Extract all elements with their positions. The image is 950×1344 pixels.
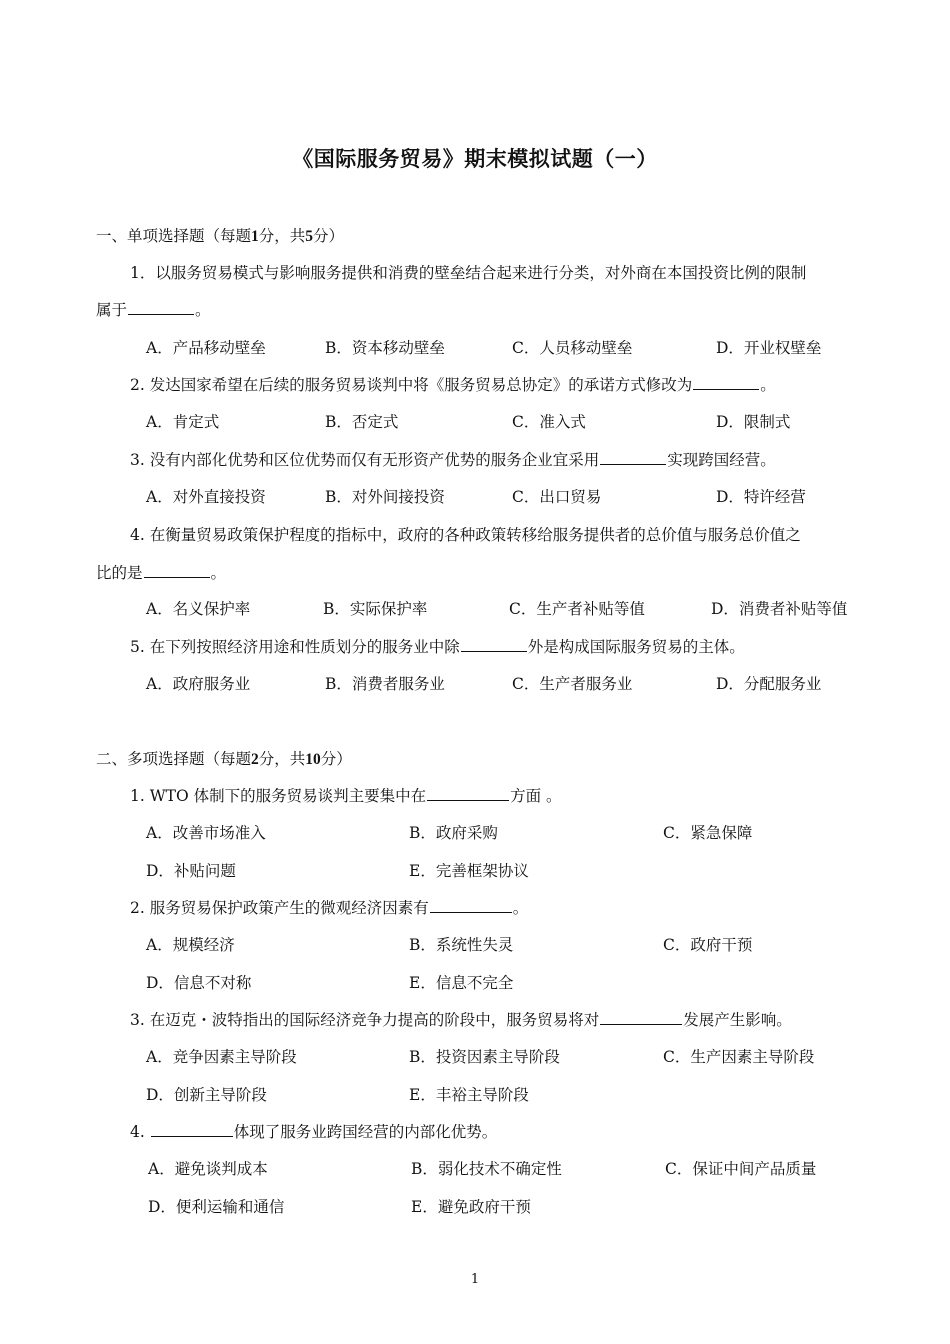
s1-q3-pre: 3. 没有内部化优势和区位优势而仅有无形资产优势的服务企业宜采用 bbox=[130, 451, 600, 469]
s2-q1-stem bbox=[130, 786, 562, 806]
s2-q4-option-b[interactable]: B．弱化技术不确定性 bbox=[411, 1160, 562, 1178]
s2-q1-option-b[interactable]: B．政府采购 bbox=[409, 824, 498, 842]
answer-blank[interactable] bbox=[144, 563, 210, 578]
s1-q4-option-a[interactable]: A．名义保护率 bbox=[146, 600, 251, 618]
s2-q4-option-c[interactable]: C．保证中间产品质量 bbox=[665, 1160, 817, 1178]
answer-blank[interactable] bbox=[128, 300, 194, 315]
s2-q1-option-c[interactable]: C．紧急保障 bbox=[663, 824, 753, 842]
s1-q5-stem bbox=[130, 637, 745, 657]
s1-q1-post: 。 bbox=[195, 301, 211, 319]
s1-q3-option-c[interactable]: C．出口贸易 bbox=[512, 488, 602, 506]
s2-q4-pre: 4. bbox=[130, 1123, 150, 1141]
s2-q2-stem bbox=[130, 898, 528, 918]
s1-q4-pre: 比的是 bbox=[96, 564, 143, 582]
answer-blank[interactable] bbox=[600, 450, 666, 465]
s1-q1-option-a[interactable]: A．产品移动壁垒 bbox=[146, 339, 266, 357]
answer-blank[interactable] bbox=[427, 786, 509, 801]
section1-heading-mid: 分，共 bbox=[258, 227, 306, 245]
answer-blank[interactable] bbox=[430, 898, 512, 913]
section1-heading-tail: 分） bbox=[313, 227, 345, 245]
s1-q3-post: 实现跨国经营。 bbox=[667, 451, 776, 469]
s1-q5-option-a[interactable]: A．政府服务业 bbox=[146, 675, 251, 693]
s1-q2-option-d[interactable]: D．限制式 bbox=[716, 413, 791, 431]
s2-q3-option-e[interactable]: E．丰裕主导阶段 bbox=[409, 1086, 529, 1104]
s2-q4-post: 体现了服务业跨国经营的内部化优势。 bbox=[233, 1123, 498, 1141]
s2-q4-stem bbox=[130, 1122, 497, 1142]
s1-q4-option-b[interactable]: B．实际保护率 bbox=[323, 600, 428, 618]
s2-q2-option-b[interactable]: B．系统性失灵 bbox=[409, 936, 514, 954]
s1-q3-option-d[interactable]: D．特许经营 bbox=[716, 488, 806, 506]
answer-blank[interactable] bbox=[461, 637, 527, 652]
s2-q3-pre: 3. 在迈克・波特指出的国际经济竞争力提高的阶段中，服务贸易将对 bbox=[130, 1011, 600, 1029]
s1-q5-option-d[interactable]: D．分配服务业 bbox=[716, 675, 822, 693]
s2-q4-option-d[interactable]: D．便利运输和通信 bbox=[148, 1198, 285, 1216]
s2-q1-post: 方面 。 bbox=[510, 787, 562, 805]
s2-q1-option-e[interactable]: E．完善框架协议 bbox=[409, 862, 529, 880]
s1-q4-option-c[interactable]: C．生产者补贴等值 bbox=[509, 600, 645, 618]
section2-points-total: 10 bbox=[305, 751, 321, 768]
s1-q5-option-b[interactable]: B．消费者服务业 bbox=[325, 675, 445, 693]
s1-q3-option-b[interactable]: B．对外间接投资 bbox=[325, 488, 445, 506]
section2-heading bbox=[96, 749, 352, 770]
section1-points-total: 5 bbox=[305, 228, 314, 245]
section1-heading bbox=[96, 226, 344, 247]
answer-blank[interactable] bbox=[693, 375, 759, 390]
s1-q2-option-c[interactable]: C．准入式 bbox=[512, 413, 586, 431]
s1-q5-post: 外是构成国际服务贸易的主体。 bbox=[527, 638, 745, 656]
s1-q4-line2 bbox=[96, 563, 226, 583]
s1-q1-line1: 1．以服务贸易模式与影响服务提供和消费的壁垒结合起来进行分类，对外商在本国投资比例的限制 bbox=[130, 264, 807, 282]
s1-q2-pre: 2. 发达国家希望在后续的服务贸易谈判中将《服务贸易总协定》的承诺方式修改为 bbox=[130, 376, 693, 394]
s1-q2-post: 。 bbox=[760, 376, 776, 394]
s1-q1-option-c[interactable]: C．人员移动壁垒 bbox=[512, 339, 633, 357]
s2-q3-option-c[interactable]: C．生产因素主导阶段 bbox=[663, 1048, 815, 1066]
s1-q3-stem bbox=[130, 450, 776, 470]
s2-q3-option-d[interactable]: D．创新主导阶段 bbox=[146, 1086, 267, 1104]
s2-q3-post: 发展产生影响。 bbox=[683, 1011, 792, 1029]
s1-q1-line2 bbox=[96, 300, 211, 320]
page-title: 《国际服务贸易》期末模拟试题（一） bbox=[292, 147, 658, 171]
s1-q3-option-a[interactable]: A．对外直接投资 bbox=[146, 488, 266, 506]
s2-q2-option-d[interactable]: D．信息不对称 bbox=[146, 974, 252, 992]
s2-q2-pre: 2. 服务贸易保护政策产生的微观经济因素有 bbox=[130, 899, 429, 917]
section2-heading-mid: 分，共 bbox=[258, 750, 306, 768]
s1-q2-stem bbox=[130, 375, 776, 395]
s2-q3-stem bbox=[130, 1010, 792, 1030]
page-number: 1 bbox=[470, 1272, 480, 1287]
s1-q4-option-d[interactable]: D．消费者补贴等值 bbox=[711, 600, 848, 618]
answer-blank[interactable] bbox=[151, 1122, 233, 1137]
s2-q4-option-a[interactable]: A．避免谈判成本 bbox=[148, 1160, 268, 1178]
s2-q1-option-a[interactable]: A．改善市场准入 bbox=[146, 824, 266, 842]
s2-q2-post: 。 bbox=[512, 899, 529, 917]
s1-q2-option-a[interactable]: A．肯定式 bbox=[146, 413, 220, 431]
answer-blank[interactable] bbox=[600, 1010, 682, 1025]
s2-q3-option-b[interactable]: B．投资因素主导阶段 bbox=[409, 1048, 560, 1066]
s1-q1-pre: 属于 bbox=[96, 301, 128, 319]
s1-q4-post: 。 bbox=[210, 564, 227, 582]
s1-q1-option-b[interactable]: B．资本移动壁垒 bbox=[325, 339, 445, 357]
s2-q1-option-d[interactable]: D．补贴问题 bbox=[146, 862, 236, 880]
s2-q2-option-c[interactable]: C．政府干预 bbox=[663, 936, 753, 954]
s2-q3-option-a[interactable]: A．竞争因素主导阶段 bbox=[146, 1048, 297, 1066]
s1-q4-line1: 4. 在衡量贸易政策保护程度的指标中，政府的各种政策转移给服务提供者的总价值与服务总价值之 bbox=[130, 526, 801, 544]
s1-q5-option-c[interactable]: C．生产者服务业 bbox=[512, 675, 633, 693]
section2-heading-text: 二、多项选择题（每题 bbox=[96, 750, 252, 768]
section2-points-each: 2 bbox=[251, 751, 259, 768]
s2-q1-pre: 1. WTO 体制下的服务贸易谈判主要集中在 bbox=[130, 787, 427, 805]
s2-q2-option-e[interactable]: E．信息不完全 bbox=[409, 974, 514, 992]
s1-q2-option-b[interactable]: B．否定式 bbox=[325, 413, 399, 431]
s1-q5-pre: 5. 在下列按照经济用途和性质划分的服务业中除 bbox=[130, 638, 460, 656]
section2-heading-tail: 分） bbox=[320, 750, 352, 768]
s2-q2-option-a[interactable]: A．规模经济 bbox=[146, 936, 235, 954]
section1-heading-text: 一、单项选择题（每题 bbox=[96, 227, 252, 245]
s1-q1-option-d[interactable]: D．开业权壁垒 bbox=[716, 339, 822, 357]
s2-q4-option-e[interactable]: E．避免政府干预 bbox=[411, 1198, 531, 1216]
section1-points-each: 1 bbox=[251, 228, 259, 245]
